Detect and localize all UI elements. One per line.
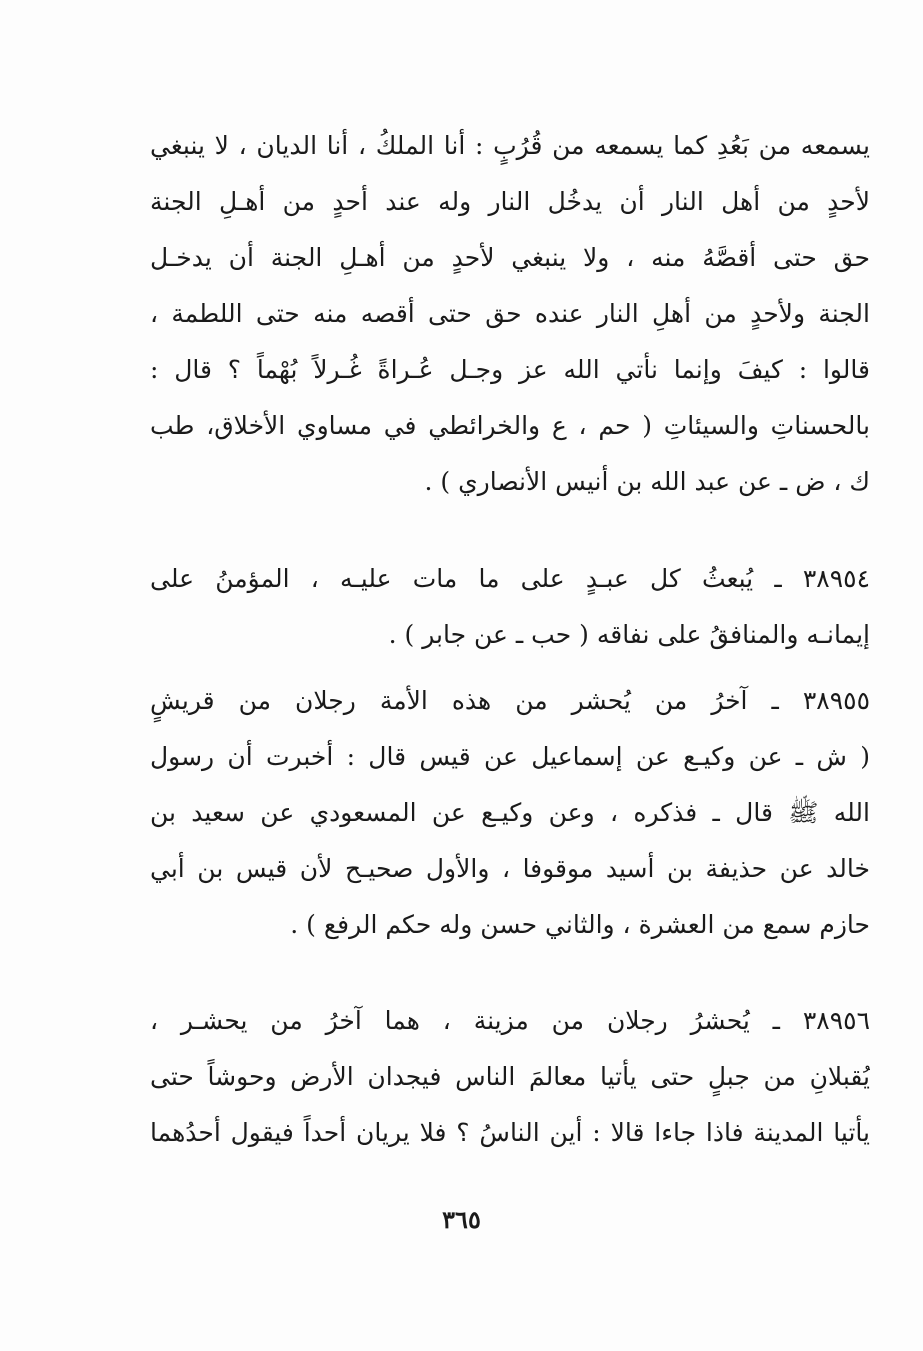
text-line: قالوا : كيفَ وإنما نأتي الله عز وجـل عُـراةً غُـرلاً بُهْماً ؟ قال :	[150, 355, 870, 384]
paragraph-hadith-38956	[150, 993, 870, 1161]
paragraph-1	[150, 118, 870, 510]
text-line: يُقبلانِ من جبلٍ حتى يأتيا معالمَ الناس فيجدان الأرض وحوشاً حتى	[150, 1062, 870, 1091]
paragraph-hadith-38954	[150, 551, 870, 663]
text-line: الله ﷺ قال ـ فذكره ، وعن وكيـع عن المسعودي عن سعيد بن	[150, 798, 870, 827]
text-line: بالحسناتِ والسيئاتِ ( حم ، ع والخرائطي في مساوي الأخلاق، طب	[150, 411, 870, 440]
text-line: لأحدٍ من أهل النار أن يدخُل النار وله عند أحدٍ من أهـلِ الجنة	[150, 187, 870, 216]
text-line: ٣٨٩٥٥ ـ آخرُ من يُحشر من هذه الأمة رجلان من قريشٍ	[150, 686, 870, 715]
text-line: حق حتى أقصَّهُ منه ، ولا ينبغي لأحدٍ من أهـلِ الجنة أن يدخـل	[150, 243, 870, 272]
text-line: ٣٨٩٥٦ ـ يُحشرُ رجلان من مزينة ، هما آخرُ من يحشـر ،	[150, 1006, 870, 1035]
text-line: حازم سمع من العشرة ، والثاني حسن وله حكم الرفع ) .	[290, 910, 870, 939]
text-line: الجنة ولأحدٍ من أهلِ النار عنده حق حتى أقصه منه حتى اللطمة ،	[150, 299, 870, 328]
text-line: خالد عن حذيفة بن أسيد موقوفا ، والأول صحيـح لأن قيس بن أبي	[150, 854, 870, 883]
text-line: ك ، ض ـ عن عبد الله بن أنيس الأنصاري ) .	[424, 467, 870, 496]
text-line: يأتيا المدينة فاذا جاءا قالا : أين الناسُ ؟ فلا يريان أحداً فيقول أحدُهما	[150, 1118, 870, 1147]
text-line: ( ش ـ عن وكيـع عن إسماعيل عن قيس قال : أخبرت أن رسول	[150, 742, 870, 771]
text-line: ٣٨٩٥٤ ـ يُبعثُ كل عبـدٍ على ما مات عليـه ، المؤمنُ على	[150, 564, 870, 593]
page-number: ٣٦٥	[442, 1205, 481, 1234]
text-line: يسمعه من بَعُدِ كما يسمعه من قُرُبٍ : أنا الملكُ ، أنا الديان ، لا ينبغي	[150, 131, 870, 160]
text-line: إيمانـه والمنافقُ على نفاقه ( حب ـ عن جابر ) .	[388, 620, 870, 649]
paragraph-hadith-38955	[150, 673, 870, 953]
